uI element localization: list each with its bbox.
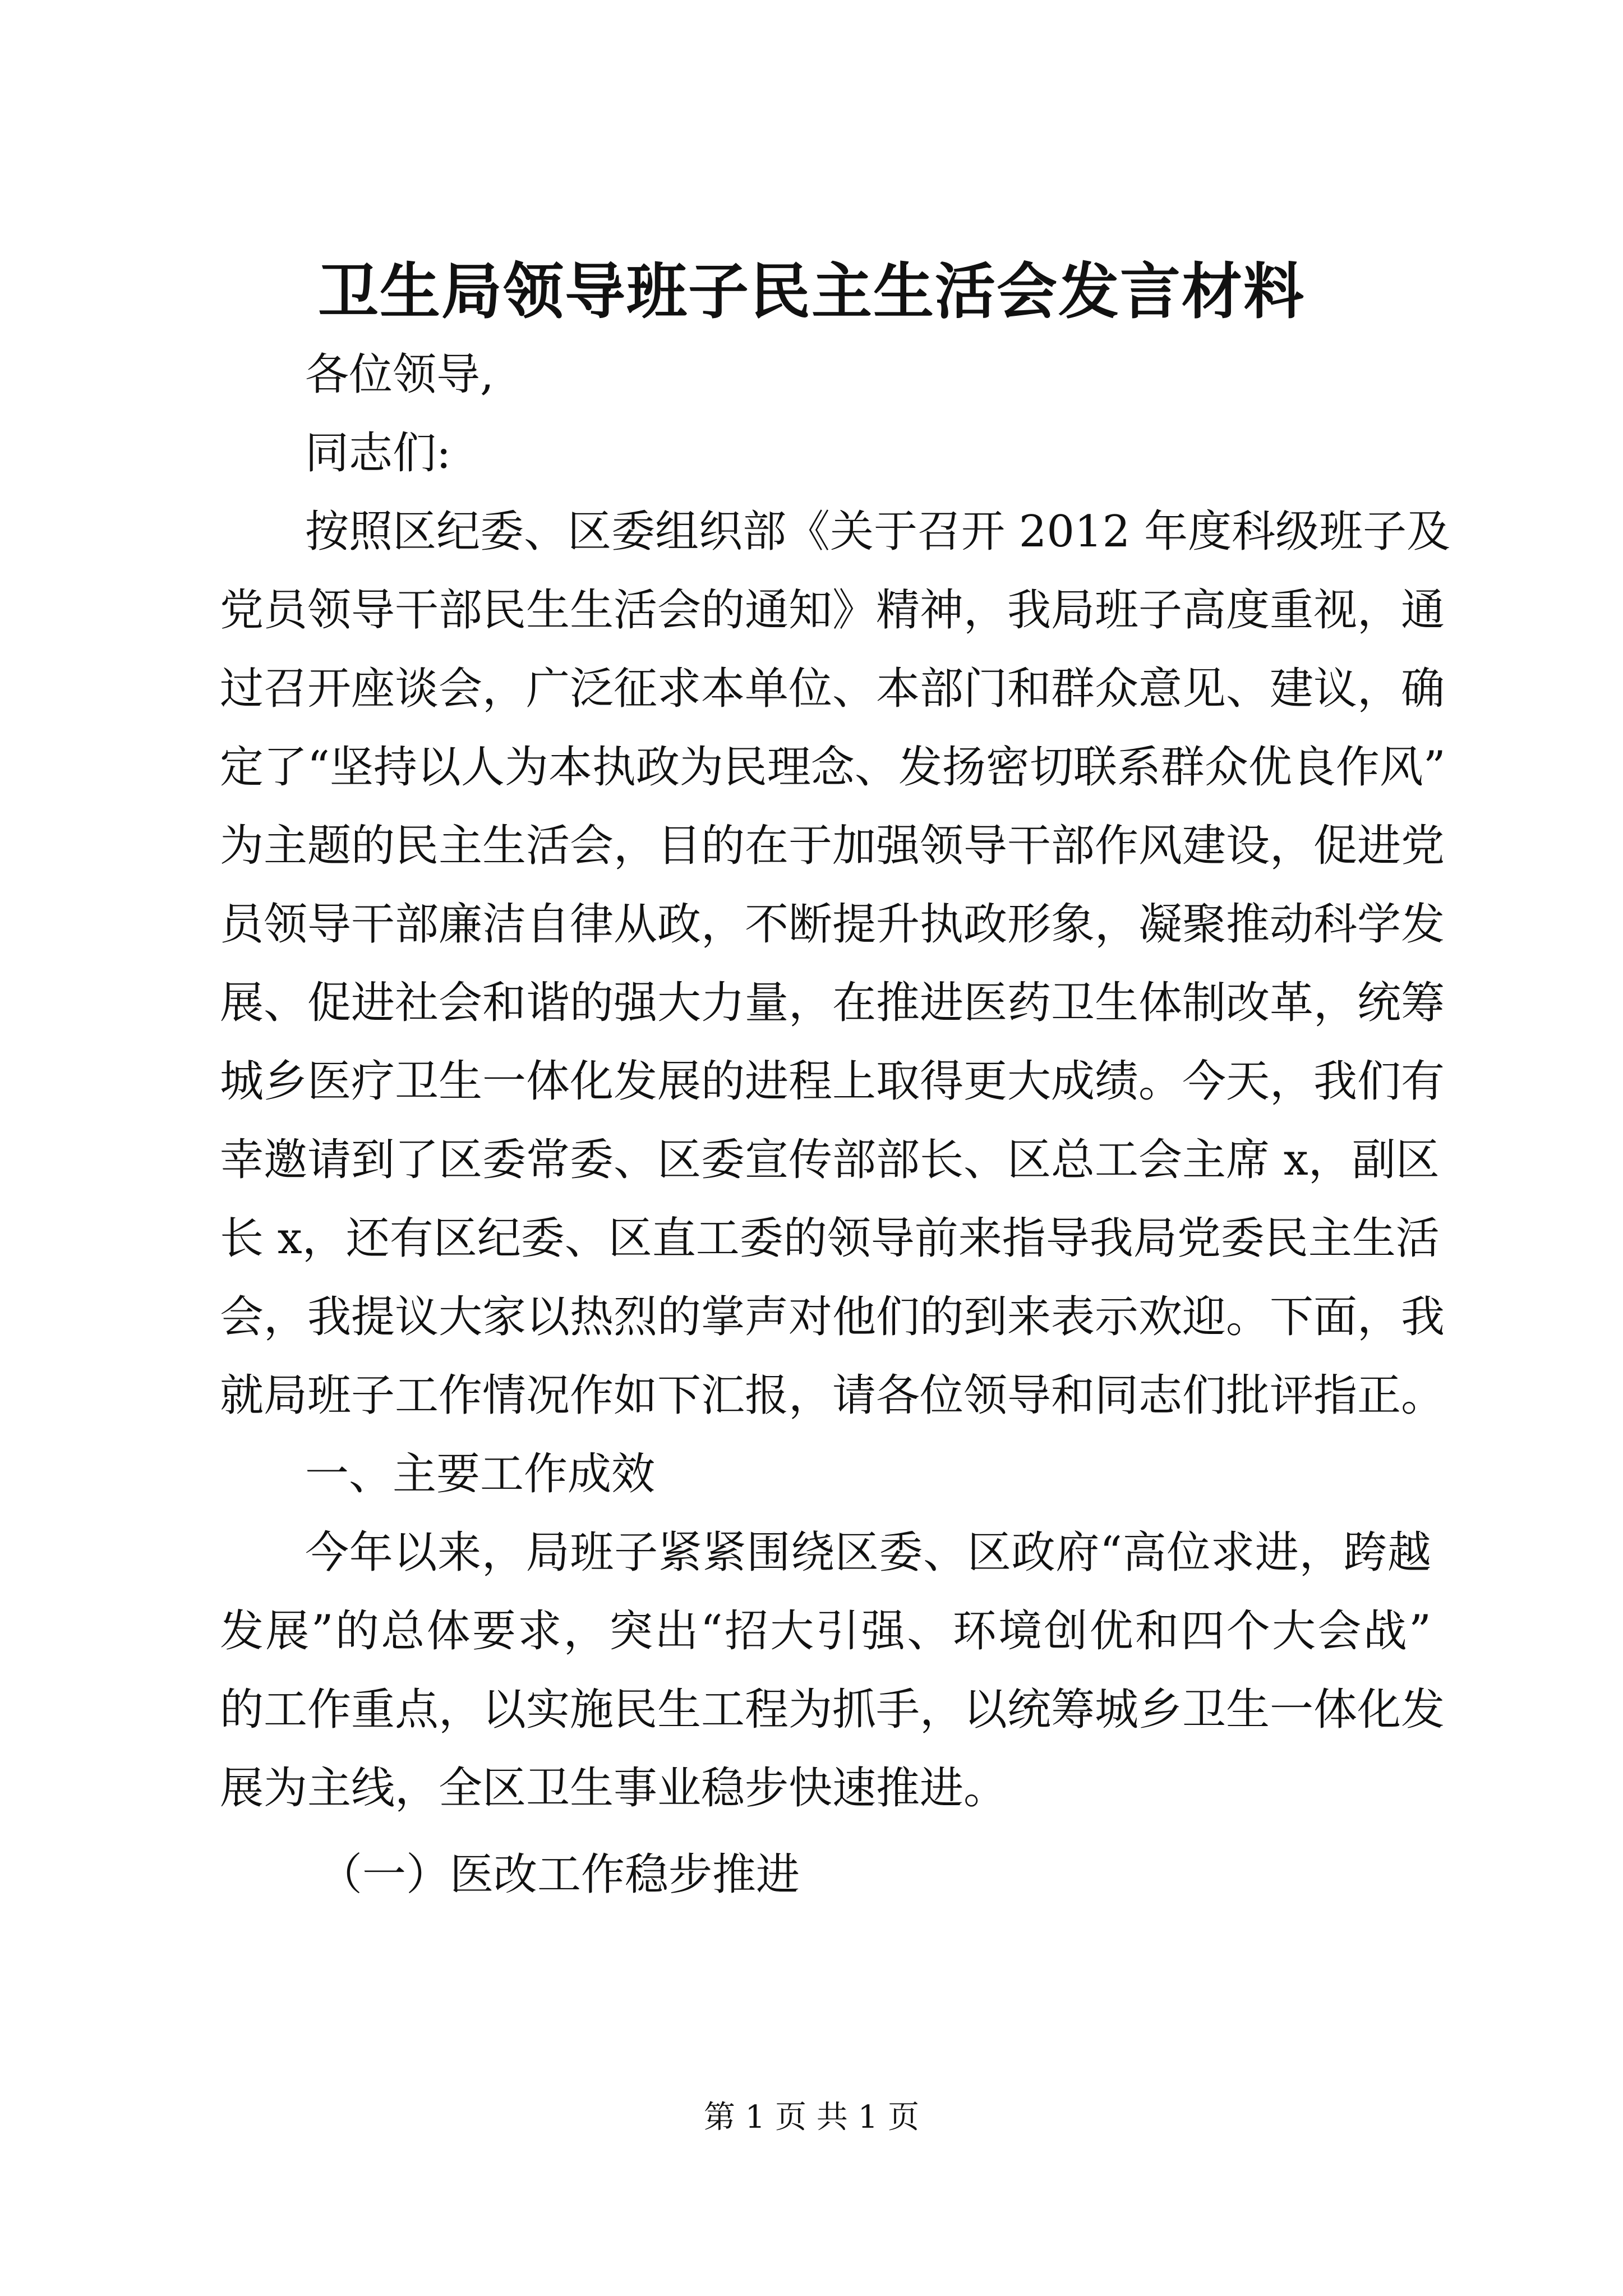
salutation-line: 各位领导, xyxy=(305,349,494,400)
paragraph-line: 就局班子工作情况作如下汇报，请各位领导和同志们批评指正。 xyxy=(220,1370,1445,1421)
paragraph-line: 按照区纪委、区委组织部《关于召开 2012 年度科级班子及 xyxy=(305,507,1451,557)
paragraph-line: 的工作重点，以实施民生工程为抓手，以统筹城乡卫生一体化发 xyxy=(220,1685,1445,1735)
paragraph-line: 展、促进社会和谐的强大力量，在推进医药卫生体制改革，统筹 xyxy=(220,978,1445,1028)
paragraph-line: 发展”的总体要求，突出“招大引强、环境创优和四个大会战” xyxy=(220,1606,1431,1657)
paragraph-line: 定了“坚持以人为本执政为民理念、发扬密切联系群众优良作风” xyxy=(220,742,1446,793)
paragraph-line: 城乡医疗卫生一体化发展的进程上取得更大成绩。今天，我们有 xyxy=(220,1056,1445,1107)
paragraph-line: 展为主线，全区卫生事业稳步快速推进。 xyxy=(220,1763,1008,1814)
salutation-line: 同志们: xyxy=(305,428,451,478)
paragraph-2 xyxy=(220,1513,1445,1828)
paragraph-line: 会，我提议大家以热烈的掌声对他们的到来表示欢迎。下面，我 xyxy=(220,1292,1445,1342)
page-footer: 第 1 页 共 1 页 xyxy=(703,2099,920,2136)
paragraph-line: 长 x，还有区纪委、区直工委的领导前来指导我局党委民主生活 xyxy=(220,1213,1440,1264)
paragraph-1 xyxy=(220,493,1451,1435)
paragraph-line: 幸邀请到了区委常委、区委宣传部部长、区总工会主席 x，副区 xyxy=(220,1135,1440,1185)
section-heading: 一、主要工作成效 xyxy=(305,1449,656,1499)
paragraph-line: 员领导干部廉洁自律从政，不断提升执政形象，凝聚推动科学发 xyxy=(220,899,1445,950)
document-body xyxy=(220,335,1451,1914)
document-title: 卫生局领导班子民主生活会发言材料 xyxy=(317,256,1305,327)
subsection-heading: （一）医改工作稳步推进 xyxy=(319,1849,800,1900)
paragraph-line: 党员领导干部民生生活会的通知》精神，我局班子高度重视，通 xyxy=(220,585,1445,636)
paragraph-line: 今年以来，局班子紧紧围绕区委、区政府“高位求进，跨越 xyxy=(305,1527,1431,1578)
paragraph-line: 为主题的民主生活会，目的在于加强领导干部作风建设，促进党 xyxy=(220,821,1445,871)
paragraph-line: 过召开座谈会，广泛征求本单位、本部门和群众意见、建议，确 xyxy=(220,664,1445,714)
